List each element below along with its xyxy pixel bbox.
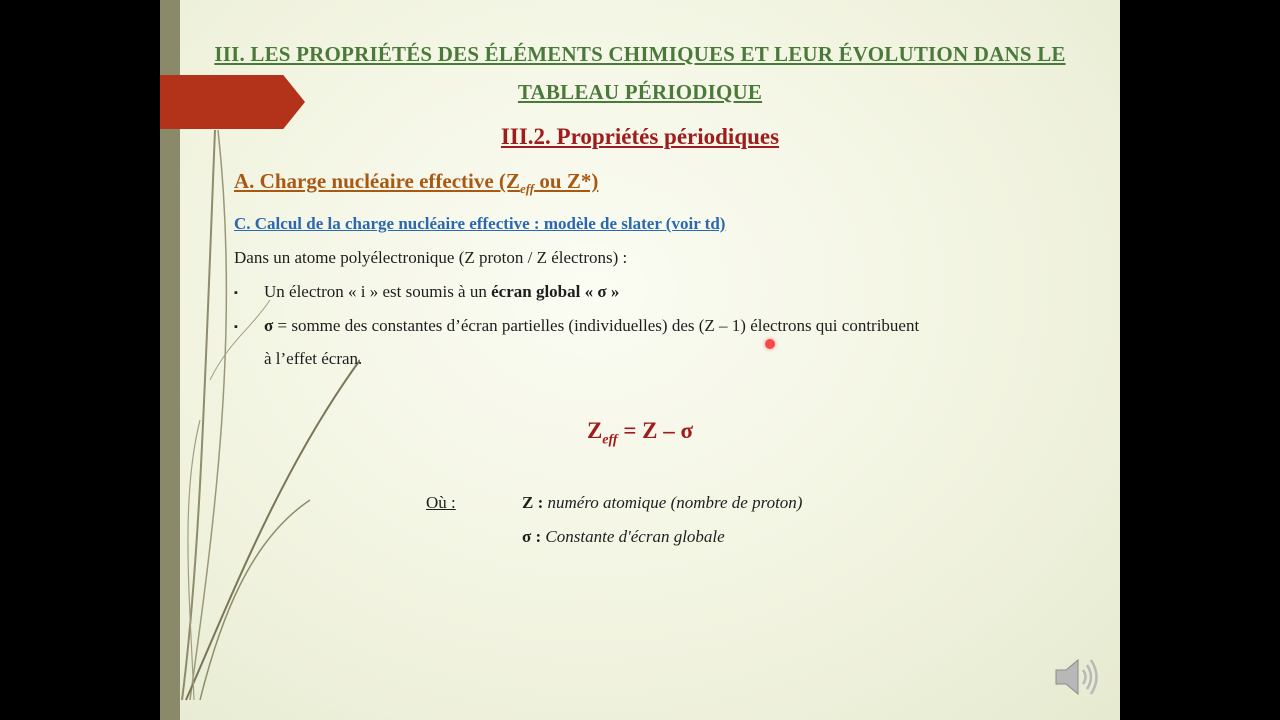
- section-c-heading: C. Calcul de la charge nucléaire effective : modèle de slater (voir td): [234, 214, 726, 233]
- bullet-marker: ▪: [234, 321, 238, 333]
- bullet-marker: ▪: [234, 287, 238, 299]
- laser-pointer: [765, 339, 775, 349]
- slide: [160, 0, 1120, 720]
- definition-z: Z : numéro atomique (nombre de proton): [522, 493, 803, 512]
- zeff-formula: $Z_{eff} = Z - \sigma$: [586, 418, 694, 448]
- bullet-1: Un électron « i » est soumis à un écran global « σ »: [264, 282, 620, 301]
- section-a-heading: A. Charge nucléaire effective ($Z_{eff}$ ou Z*): [234, 169, 599, 197]
- bullet-2: σ = somme des constantes d’écran partielles (individuelles) des (Z – 1) électrons qui contribuent: [264, 316, 920, 335]
- where-label: Où :: [426, 493, 456, 512]
- speaker-icon[interactable]: [1052, 655, 1102, 699]
- definition-sigma: σ : Constante d'écran globale: [522, 527, 725, 546]
- intro-text: Dans un atome polyélectronique (Z proton / Z électrons) :: [234, 248, 628, 267]
- title-line-2: TABLEAU PÉRIODIQUE: [517, 80, 763, 104]
- title-line-1: III. LES PROPRIÉTÉS DES ÉLÉMENTS CHIMIQUES ET LEUR ÉVOLUTION DANS LE: [214, 42, 1066, 66]
- bullet-2-continuation: à l’effet écran.: [264, 349, 363, 368]
- subtitle: III.2. Propriétés périodiques: [500, 124, 780, 149]
